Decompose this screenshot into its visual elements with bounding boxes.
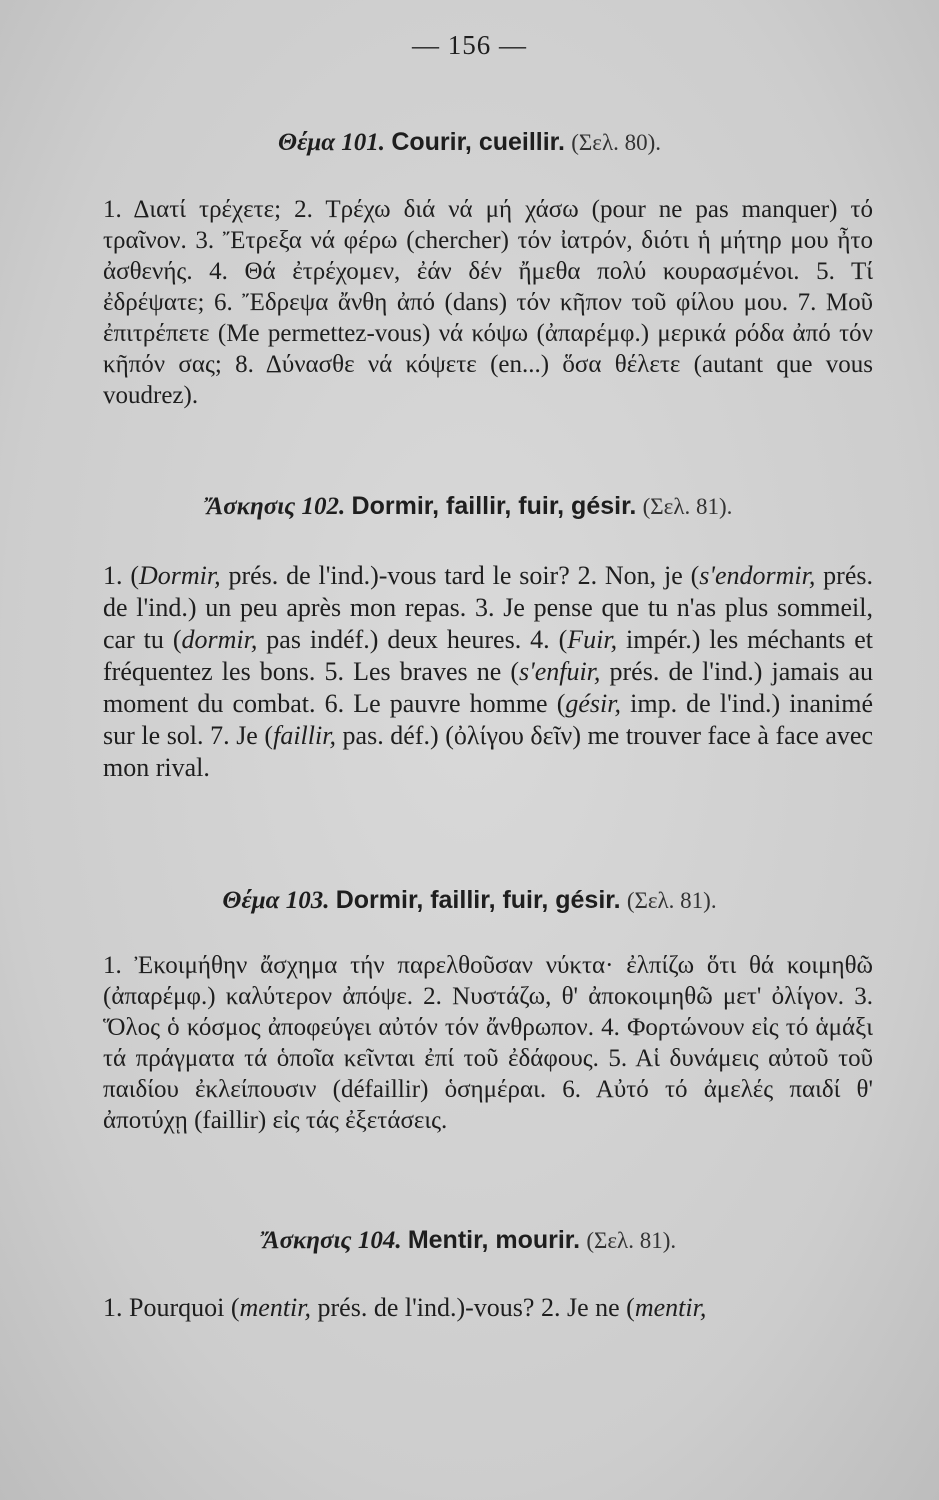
section-page-ref: (Σελ. 80). [571, 130, 661, 155]
section-title: Dormir, faillir, fuir, gésir. [335, 886, 621, 914]
section-body-104: 1. Pourquoi (mentir, prés. de l'ind.)-vous? 2. Je ne (mentir, [103, 1293, 707, 1322]
section-title: Dormir, faillir, fuir, gésir. [351, 492, 637, 520]
section-body-103: 1. Ἐκοιμήθην ἄσχημα τήν παρελθοῦσαν νύκτα· ἐλπίζω ὅτι θά κοιμηθῶ (ἀπαρέμφ.) καλύτερον ἀπόψε. 2. Νυστάζω, θ' ἀποκοιμηθῶ μετ' ὀλίγον. 3. Ὅλος ὁ κόσμος ἀποφεύγει αὐτόν τόν ἄνθρωπον. 4. Φορτώνουν εἰς τό ἁμάξι τά πράγματα τά ὁποῖα κεῖνται ἐπί τοῦ ἐδάφους. 5. Αἱ δυνάμεις αὐτοῦ τοῦ παιδίου ἐκλείπουσιν (défaillir) ὁσημέραι. 6. Αὐτό τό ἀμελές παιδί θ' ἀποτύχῃ (faillir) εἰς τάς ἐξετάσεις. [103, 952, 873, 1134]
section-heading-103 [0, 886, 939, 915]
section-body-102: 1. (Dormir, prés. de l'ind.)-vous tard le soir? 2. Non, je (s'endormir, prés. de l'ind.) un peu après mon repas. 3. Je pense que tu n'as plus sommeil, car tu (dormir, pas indéf.) deux heures. 4. (Fuir, impér.) les méchants et fréquentez les bons. 5. Les braves ne (s'enfuir, prés. de l'ind.) jamais au moment du combat. 6. Le pauvre homme (gésir, imp. de l'ind.) inanimé sur le sol. 7. Je (faillir, pas. déf.) (ὀλίγου δεῖν) me trouver face à face avec mon rival. [103, 561, 874, 782]
section-page-ref: (Σελ. 81). [626, 888, 717, 913]
section-page-ref: (Σελ. 81). [642, 494, 733, 519]
section-heading-101 [0, 128, 939, 157]
section-label: Θέμα 101. [277, 129, 386, 156]
section-label: Θέμα 103. [222, 887, 330, 914]
page-number: — 156 — [412, 30, 527, 60]
section-label: Ἄσκησις 102. [206, 493, 346, 520]
section-heading-104 [0, 1226, 939, 1255]
section-label: Ἄσκησις 104. [262, 1227, 402, 1254]
section-page-ref: (Σελ. 81). [586, 1228, 677, 1253]
section-body-101: 1. Διατί τρέχετε; 2. Τρέχω διά νά μή χάσω (pour ne pas manquer) τό τραῖνον. 3. Ἔτρεξα νά φέρω (chercher) τόν ἰατρόν, διότι ἡ μήτηρ μου ἦτο ἀσθενής. 4. Θά ἐτρέχομεν, ἐάν δέν ἤμεθα πολύ κουρασμένοι. 5. Τί ἐδρέψατε; 6. Ἔδρεψα ἄνθη ἀπό (dans) τόν κῆπον τοῦ φίλου μου. 7. Μοῦ ἐπιτρέπετε (Me permettez-vous) νά κόψω (ἀπαρέμφ.) μερικά ρόδα ἀπό τόν κῆπόν σας; 8. Δύνασθε νά κόψετε (en...) ὅσα θέλετε (autant que vous voudrez). [103, 196, 873, 409]
section-heading-102 [0, 492, 939, 521]
section-title: Courir, cueillir. [391, 128, 565, 156]
section-title: Mentir, mourir. [407, 1226, 581, 1254]
